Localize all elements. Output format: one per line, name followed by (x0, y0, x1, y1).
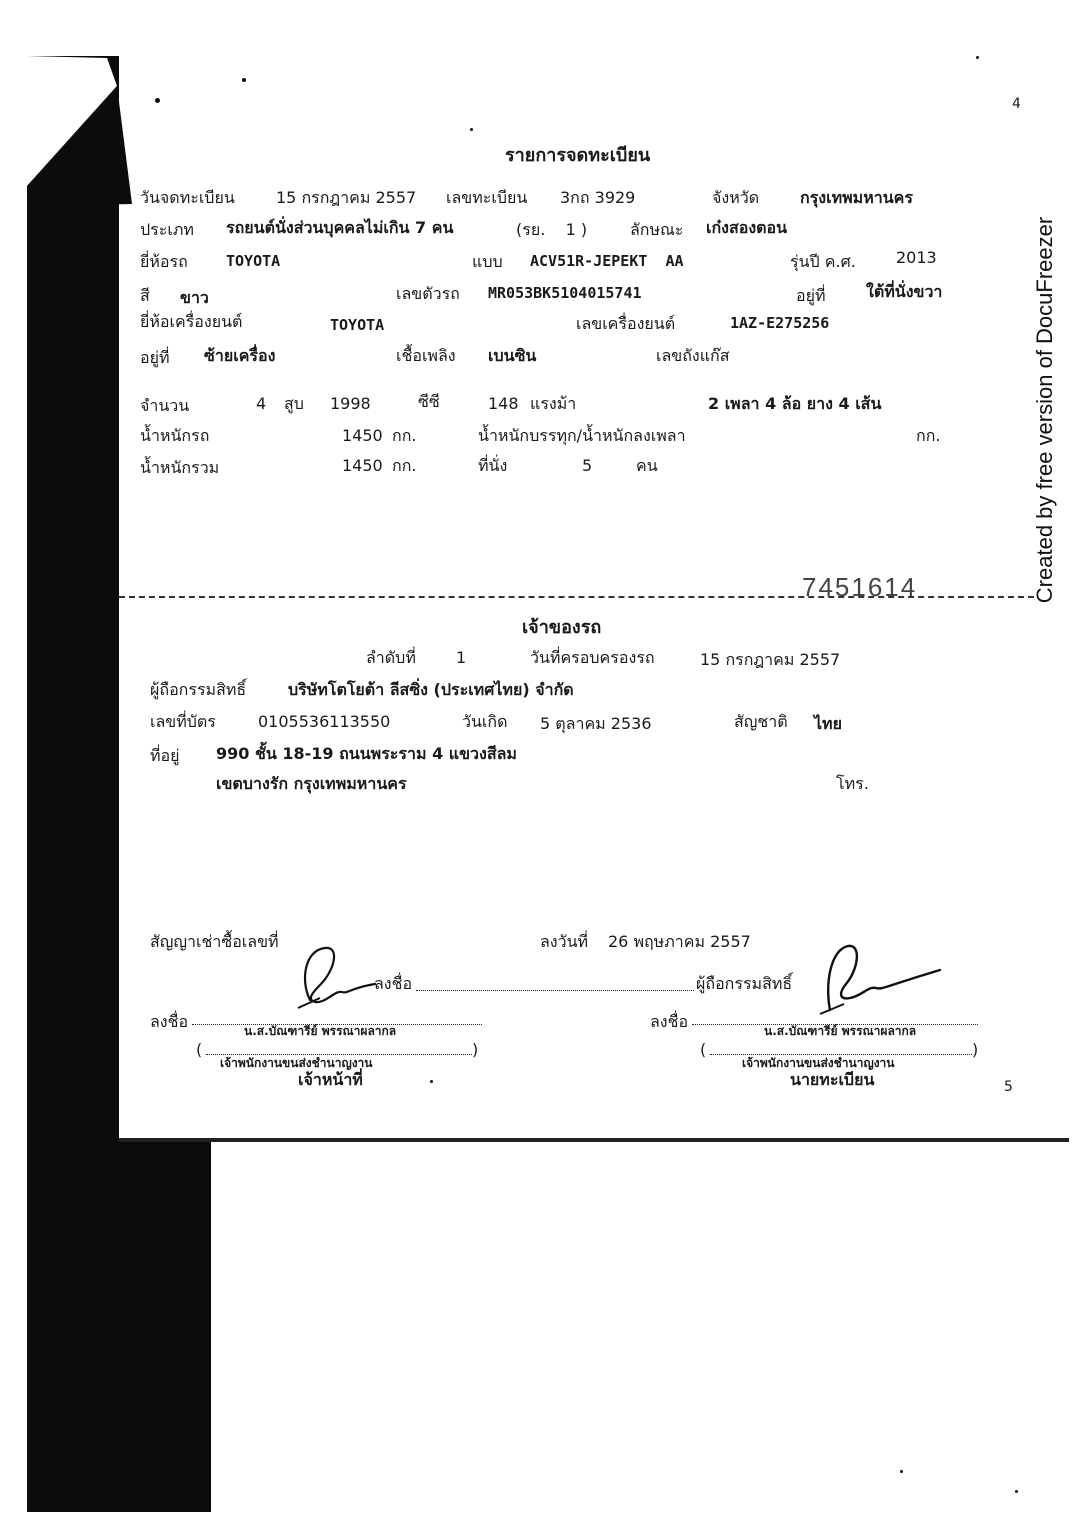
total-weight-unit: กก. (392, 456, 417, 475)
load-unit: กก. (916, 426, 941, 445)
province-value: กรุงเทพมหานคร (800, 188, 913, 207)
weight-label: น้ำหนักรถ (140, 426, 210, 445)
scan-speck (430, 1080, 433, 1083)
seats-label: ที่นั่ง (478, 456, 508, 475)
hp-label: แรงม้า (530, 394, 577, 413)
hp-value: 148 (488, 394, 519, 413)
owner-value: บริษัทโตโยต้า ลีสซิ่ง (ประเทศไทย) จำกัด (288, 680, 574, 699)
scan-speck (900, 1470, 903, 1473)
color-label: สี (140, 286, 150, 305)
chassis-label: เลขตัวรถ (396, 284, 460, 303)
right-sign-label: ลงชื่อ (650, 1012, 689, 1031)
reg-date-label: วันจดทะเบียน (140, 188, 235, 207)
contract-label: สัญญาเช่าซื้อเลขที่ (150, 932, 279, 951)
engine-brand-value: TOYOTA (330, 316, 385, 334)
model-label: แบบ (472, 252, 503, 271)
axles-tyres: 2 เพลา 4 ล้อ ยาง 4 เส้น (708, 394, 882, 413)
possession-date-label: วันที่ครอบครองรถ (530, 648, 655, 667)
seats-value: 5 (582, 456, 593, 475)
type-label: ประเภท (140, 220, 194, 239)
order-label: ลำดับที่ (366, 648, 416, 667)
form-number: 7451614 (802, 572, 918, 602)
registration-title: รายการจดทะเบียน (505, 145, 651, 166)
left-signature-image (280, 940, 390, 1020)
seats-unit: คน (636, 456, 658, 475)
address-line1: 990 ชั้น 18-19 ถนนพระราม 4 แขวงสีลม (216, 744, 517, 763)
address-line2: เขตบางรัก กรุงเทพมหานคร (216, 774, 407, 793)
scan-speck (1015, 1490, 1018, 1493)
signed-date-label: ลงวันที่ (540, 932, 589, 951)
brand-label: ยี่ห้อรถ (140, 252, 188, 271)
fuel-value: เบนซิน (488, 346, 537, 365)
left-officer-name: น.ส.บัณฑารีย์ พรรณาผลากล (244, 1024, 397, 1038)
possession-date-value: 15 กรกฎาคม 2557 (700, 650, 841, 669)
birth-label: วันเกิด (462, 712, 508, 731)
color-value: ขาว (180, 288, 209, 307)
birth-value: 5 ตุลาคม 2536 (540, 714, 652, 733)
right-role: นายทะเบียน (790, 1070, 875, 1089)
right-paren-close: ) (972, 1040, 979, 1059)
cylinder-label: สูบ (284, 394, 304, 413)
scan-black-left-margin (27, 56, 119, 1512)
reg-no-label: เลขทะเบียน (446, 188, 528, 207)
id-value: 0105536113550 (258, 712, 391, 731)
scan-black-bottom-left (119, 1140, 211, 1512)
right-officer-name: น.ส.บัณฑารีย์ พรรณาผลากล (764, 1024, 917, 1038)
chassis-value: MR053BK5104015741 (488, 284, 642, 302)
total-weight-value: 1450 (342, 456, 383, 475)
gas-tank-label: เลขถังแก๊ส (656, 346, 730, 365)
left-officer-position: เจ้าพนักงานขนส่งชำนาญงาน (220, 1056, 373, 1070)
right-signature-image (810, 940, 950, 1020)
style-label: ลักษณะ (630, 220, 684, 239)
owner-title: เจ้าของรถ (522, 617, 602, 638)
weight-value: 1450 (342, 426, 383, 445)
scan-corner-fold (27, 56, 137, 206)
province-label: จังหวัด (712, 188, 760, 207)
weight-unit: กก. (392, 426, 417, 445)
engine-brand-label: ยี่ห้อเครื่องยนต์ (140, 312, 243, 331)
model-value: ACV51R-JEPEKT AA (530, 252, 684, 270)
id-label: เลขที่บัตร (150, 712, 216, 731)
address-label: ที่อยู่ (150, 746, 180, 765)
year-label: รุ่นปี ค.ศ. (790, 252, 856, 271)
left-role: เจ้าหน้าที่ (298, 1070, 363, 1089)
chassis-location-value: ใต้ที่นั่งขวา (866, 282, 943, 301)
cc-value: 1998 (330, 394, 371, 413)
engine-no-label: เลขเครื่องยนต์ (576, 314, 676, 333)
scan-speck (976, 56, 979, 59)
left-paren-close: ) (472, 1040, 479, 1059)
load-label: น้ำหนักบรรทุก/น้ำหนักลงเพลา (478, 426, 686, 445)
type-value: รถยนต์นั่งส่วนบุคคลไม่เกิน 7 คน (226, 218, 454, 237)
reg-no-value: 3กถ 3929 (560, 188, 636, 207)
style-value: เก๋งสองตอน (706, 218, 788, 237)
page-number-top: 4 (1012, 96, 1021, 112)
scan-speck (470, 128, 473, 131)
type-code: (รย. 1 ) (516, 220, 588, 239)
fuel-label: เชื้อเพลิง (396, 346, 456, 365)
holder-sign-line (416, 990, 694, 991)
chassis-location-label: อยู่ที่ (796, 286, 826, 305)
scan-speck (155, 98, 160, 103)
right-paren-open: ( (700, 1040, 707, 1059)
watermark-text: Created by free version of DocuFreezer (1032, 216, 1057, 604)
owner-label: ผู้ถือกรรมสิทธิ์ (150, 680, 247, 699)
year-value: 2013 (896, 248, 937, 267)
reg-date-value: 15 กรกฎาคม 2557 (276, 188, 417, 207)
count-value: 4 (256, 394, 267, 413)
scan-bottom-edge (119, 1138, 1069, 1142)
signed-date-value: 26 พฤษภาคม 2557 (608, 932, 751, 951)
holder-role-label: ผู้ถือกรรมสิทธิ์ (696, 974, 793, 993)
scan-speck (242, 78, 246, 82)
engine-no-value: 1AZ-E275256 (730, 314, 830, 332)
count-label: จำนวน (140, 396, 190, 415)
engine-location-value: ซ้ายเครื่อง (204, 346, 276, 365)
left-paren-open: ( (196, 1040, 203, 1059)
page-number-bottom: 5 (1004, 1079, 1013, 1095)
cc-label: ซีซี (418, 392, 440, 411)
nationality-value: ไทย (814, 714, 842, 733)
right-officer-position: เจ้าพนักงานขนส่งชำนาญงาน (742, 1056, 895, 1070)
engine-location-label: อยู่ที่ (140, 348, 170, 367)
brand-value: TOYOTA (226, 252, 281, 270)
nationality-label: สัญชาติ (734, 712, 788, 731)
total-weight-label: น้ำหนักรวม (140, 458, 220, 477)
left-sign-label: ลงชื่อ (150, 1012, 189, 1031)
phone-label: โทร. (836, 774, 869, 793)
order-value: 1 (456, 648, 467, 667)
holder-sign-label: ลงชื่อ (374, 974, 413, 993)
